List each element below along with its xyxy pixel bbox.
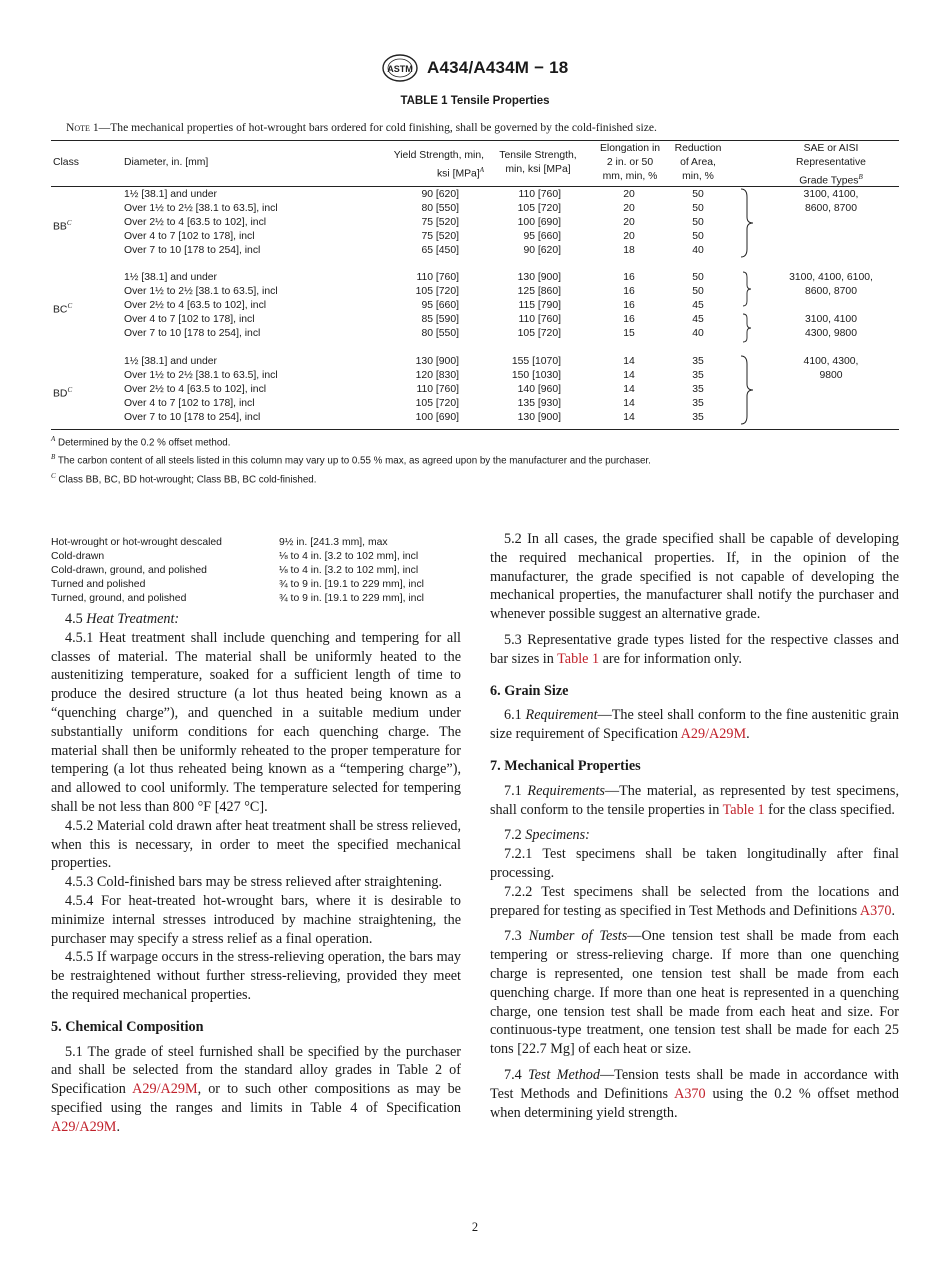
footnote-mark-b: B (858, 173, 863, 181)
footnote-mark-c: C (67, 386, 73, 394)
tensile-cell: 150 [1030] (511, 370, 561, 381)
left-column (51, 610, 461, 1137)
right-column (490, 530, 899, 1122)
grade-types-cell: 8600, 8700 (804, 286, 857, 297)
header-yield (371, 149, 484, 181)
header-rule (51, 186, 899, 187)
diameter-cell: Over 1½ to 2½ [38.1 to 63.5], incl (124, 370, 278, 381)
paragraph-text: . (746, 726, 750, 743)
reduction-cell: 50 (692, 189, 704, 200)
link-a370[interactable]: A370 (674, 1085, 706, 1102)
brace-icon (741, 271, 753, 307)
link-table-1[interactable]: Table 1 (722, 801, 765, 818)
brace-icon (741, 313, 753, 343)
brace-icon (739, 187, 755, 259)
size-value: ¾ to 9 in. [19.1 to 229 mm], incl (279, 579, 424, 590)
paragraph-text: . (116, 1118, 120, 1135)
heading-chemical-composition: 5. Chemical Composition (51, 1018, 204, 1035)
elongation-cell: 14 (623, 370, 635, 381)
class-name: BB (53, 221, 67, 233)
tensile-cell: 110 [760] (518, 189, 561, 200)
diameter-cell: 1½ [38.1] and under (124, 189, 218, 200)
link-table-1[interactable]: Table 1 (557, 650, 600, 667)
size-label: Turned and polished (51, 579, 146, 590)
footnote-mark: A (51, 435, 56, 443)
elongation-cell: 16 (623, 300, 635, 311)
paragraph-text: , or to such other compositions as may be specified using the ranges and limits in Table 4 of Specification (51, 1081, 461, 1116)
page-number: 2 (471, 1220, 479, 1234)
paragraph-text: using the 0.2 % offset method when determining yield strength. (490, 1085, 899, 1121)
header-yield-unit: ksi [MPa] (436, 168, 480, 180)
elongation-cell: 20 (623, 189, 635, 200)
diameter-cell: Over 1½ to 2½ [38.1 to 63.5], incl (124, 203, 278, 214)
header-grade-label: Grade Types (799, 175, 859, 187)
yield-cell: 75 [520] (421, 231, 459, 242)
diameter-cell: Over 7 to 10 [178 to 254], incl (124, 412, 261, 423)
reduction-cell: 50 (692, 231, 704, 242)
header-elongation (589, 142, 671, 184)
size-value: ⅛ to 4 in. [3.2 to 102 mm], incl (279, 565, 419, 576)
section-7-2-1: 7.2.1 Test specimens shall be taken longitudinally after final processing. (490, 846, 899, 881)
footnote-text: Class BB, BC, BD hot-wrought; Class BB, BC cold-finished. (55, 473, 317, 485)
diameter-cell: Over 4 to 7 [102 to 178], incl (124, 398, 255, 409)
size-label: Cold-drawn (51, 551, 105, 562)
section-5-3 (490, 631, 899, 669)
section-7-1 (490, 782, 899, 820)
tensile-cell: 90 [620] (523, 245, 561, 256)
elongation-cell: 14 (623, 412, 635, 423)
paragraph-text: —The material, as represented by test specimens, shall conform to the tensile properties in (490, 782, 899, 818)
elongation-cell: 20 (623, 231, 635, 242)
size-label: Turned, ground, and polished (51, 593, 187, 604)
class-name: BD (53, 388, 68, 400)
paragraph-text: 7.2.2 Test specimens shall be selected from the locations and prepared for testing as specified in Test Methods and Definitions (490, 883, 899, 919)
yield-cell: 95 [660] (421, 300, 459, 311)
section-7-2-2 (490, 883, 899, 921)
tensile-cell: 155 [1070] (511, 356, 561, 367)
reduction-cell: 35 (692, 356, 704, 367)
diameter-cell: 1½ [38.1] and under (124, 356, 218, 367)
reduction-cell: 35 (692, 398, 704, 409)
reduction-cell: 50 (692, 217, 704, 228)
tensile-cell: 95 [660] (523, 231, 561, 242)
diameter-cell: Over 4 to 7 [102 to 178], incl (124, 314, 255, 325)
yield-cell: 75 [520] (421, 217, 459, 228)
astm-logo-icon (380, 52, 420, 84)
grade-types-cell: 9800 (819, 370, 843, 381)
section-term: Requirements (527, 782, 605, 799)
yield-cell: 100 [690] (415, 412, 459, 423)
reduction-cell: 45 (692, 314, 704, 325)
reduction-cell: 50 (692, 286, 704, 297)
section-4-5 (51, 610, 461, 629)
size-value: ¾ to 9 in. [19.1 to 229 mm], incl (279, 593, 424, 604)
grade-types-cell: 3100, 4100, 6100, (789, 272, 873, 283)
elongation-cell: 14 (623, 356, 635, 367)
paragraph-text: —One tension test shall be made from each tempering or stress-relieving charge. If more than one quenching charge is represented, one tension test shall be made from each quenching charge. If more than one heat is represented in a quenching charge, one tension test shall be made from each heat and size. For continuous-type treatment, one tension test shall be made for each 25 tons [22.7 Mg] of each heat or size. (490, 928, 900, 1058)
reduction-cell: 35 (692, 370, 704, 381)
header-tensile (489, 149, 587, 177)
header-reduction-line1: Reduction (674, 143, 722, 154)
astm-logo-text: ASTM (387, 64, 413, 74)
paragraph-text: for the class specified. (764, 801, 895, 818)
header-elongation-line2: 2 in. or 50 (606, 157, 654, 168)
page-header (0, 52, 950, 88)
header-diameter: Diameter, in. [mm] (124, 157, 209, 168)
elongation-cell: 16 (623, 272, 635, 283)
table-footnotes (51, 432, 651, 487)
yield-cell: 105 [720] (415, 398, 459, 409)
section-7-3 (490, 927, 899, 1059)
yield-cell: 130 [900] (415, 356, 459, 367)
reduction-cell: 50 (692, 272, 704, 283)
elongation-cell: 18 (623, 245, 635, 256)
header-reduction-line3: min, % (682, 171, 714, 182)
diameter-cell: Over 7 to 10 [178 to 254], incl (124, 328, 261, 339)
section-7-4 (490, 1066, 899, 1122)
section-4-5-3: 4.5.3 Cold-finished bars may be stress relieved after straightening. (65, 874, 443, 891)
section-term: Requirement (525, 707, 598, 724)
header-reduction (667, 142, 729, 184)
section-term: Test Method (528, 1066, 600, 1083)
section-title: Heat Treatment: (86, 611, 180, 627)
table-title: TABLE 1 Tensile Properties (400, 95, 550, 107)
footnote-mark-c: C (66, 219, 72, 227)
section-7-2 (490, 826, 899, 845)
elongation-cell: 20 (623, 217, 635, 228)
section-number: 7.3 (504, 928, 529, 945)
header-elongation-line3: mm, min, % (602, 171, 658, 182)
section-4-5-5: 4.5.5 If warpage occurs in the stress-relieving operation, the bars may be restraightened without further stress-relieving, provided they meet the required mechanical properties. (51, 949, 461, 1003)
table-note (66, 121, 657, 134)
section-number: 7.4 (504, 1066, 529, 1083)
paragraph-text: are for information only. (599, 650, 742, 667)
diameter-cell: 1½ [38.1] and under (124, 272, 218, 283)
tensile-cell: 130 [900] (517, 412, 561, 423)
heading-grain-size: 6. Grain Size (490, 682, 569, 699)
header-elongation-line1: Elongation in (599, 143, 661, 154)
section-number: 7.2 (504, 827, 526, 844)
section-term: Specimens: (525, 827, 590, 844)
yield-cell: 90 [620] (421, 189, 459, 200)
header-grade-line2: Representative (796, 157, 866, 168)
tensile-cell: 105 [720] (517, 328, 561, 339)
document-designation: A434/A434M − 18 (427, 58, 569, 77)
class-name: BC (53, 304, 68, 316)
section-5-1 (51, 1043, 461, 1137)
reduction-cell: 50 (692, 203, 704, 214)
paragraph-text: —Tension tests shall be made in accordance with Test Methods and Definitions (490, 1066, 899, 1102)
size-label: Cold-drawn, ground, and polished (51, 565, 207, 576)
section-6-1 (490, 706, 899, 744)
diameter-cell: Over 2½ to 4 [63.5 to 102], incl (124, 217, 267, 228)
yield-cell: 105 [720] (415, 286, 459, 297)
grade-types-cell: 4100, 4300, (803, 356, 859, 367)
paragraph-text: . (891, 902, 895, 919)
footnote-text: Determined by the 0.2 % offset method. (55, 437, 231, 449)
diameter-cell: Over 4 to 7 [102 to 178], incl (124, 231, 255, 242)
tensile-cell: 105 [720] (517, 203, 561, 214)
tensile-cell: 100 [690] (517, 217, 561, 228)
header-grade-line1: SAE or AISI (803, 143, 859, 154)
diameter-cell: Over 2½ to 4 [63.5 to 102], incl (124, 384, 267, 395)
section-term: Number of Tests (528, 928, 628, 945)
yield-cell: 65 [450] (421, 245, 459, 256)
section-number: 6.1 (504, 707, 526, 724)
elongation-cell: 15 (623, 328, 635, 339)
header-reduction-line2: of Area, (680, 157, 716, 168)
elongation-cell: 16 (623, 314, 635, 325)
yield-cell: 120 [830] (415, 370, 459, 381)
yield-cell: 110 [760] (416, 272, 459, 283)
tensile-cell: 140 [960] (517, 384, 561, 395)
footnote-mark-a: A (479, 166, 484, 174)
section-4-5-1: 4.5.1 Heat treatment shall include quenching and tempering for all classes of material. The material shall be uniformly heated to the austenitizing temperature, soaked for a sufficient length of time to produce the desired structure (a lot thus heated being known as a “quenching charge”), and quenched in a suitable medium under substantially uniform conditions for each quenching charge. The material shall then be uniformly reheated to the proper temperature for tempering (a lot thus reheated being known as a “tempering charge”), and allowed to cool uniformly. The temperature selected for tempering shall be not less than 800 °F [427 °C]. (51, 629, 461, 815)
elongation-cell: 20 (623, 203, 635, 214)
header-tensile-line1: Tensile Strength, (499, 150, 577, 161)
paragraph-text: 5.3 Representative grade types listed for the respective classes and bar sizes in (490, 631, 899, 667)
reduction-cell: 40 (692, 328, 704, 339)
yield-cell: 80 [550] (421, 203, 459, 214)
grade-types-cell: 8600, 8700 (804, 203, 857, 214)
elongation-cell: 14 (623, 384, 635, 395)
reduction-cell: 35 (692, 412, 704, 423)
tensile-properties-table (51, 140, 899, 430)
grade-types-cell: 3100, 4100 (804, 314, 857, 325)
size-value: ⅛ to 4 in. [3.2 to 102 mm], incl (279, 551, 419, 562)
reduction-cell: 35 (692, 384, 704, 395)
tensile-cell: 110 [760] (518, 314, 561, 325)
tensile-cell: 135 [930] (517, 398, 561, 409)
footnote-mark: B (51, 453, 56, 462)
diameter-cell: Over 2½ to 4 [63.5 to 102], incl (124, 300, 267, 311)
header-grade-types (773, 142, 889, 188)
size-value: 9½ in. [241.3 mm], max (279, 537, 388, 548)
yield-cell: 80 [550] (421, 328, 459, 339)
section-4-5-4: 4.5.4 For heat-treated hot-wrought bars, where it is desirable to minimize internal stresses introduced by machine straightening, the purchaser may specify a stress relief as a final operation. (51, 892, 461, 947)
footnote-a (51, 432, 651, 450)
tensile-cell: 115 [790] (518, 300, 561, 311)
heading-mechanical-properties: 7. Mechanical Properties (490, 757, 641, 774)
yield-cell: 85 [590] (421, 314, 459, 325)
section-5-2: 5.2 In all cases, the grade specified shall be capable of developing the required mechanical properties. If, in the opinion of the manufacturer, the grade specified is not capable of developing the mechanical properties, the manufacturer shall notify the purchaser and whenever possible suggest an alternative grade. (490, 531, 899, 623)
section-number: 4.5 (65, 611, 87, 627)
diameter-cell: Over 1½ to 2½ [38.1 to 63.5], incl (124, 286, 278, 297)
section-4-5-2: 4.5.2 Material cold drawn after heat treatment shall be stress relieved, when this is necessary, in order to meet the specified mechanical properties. (51, 817, 461, 872)
footnote-text: The carbon content of all steels listed in this column may vary up to 0.55 % max, as agreed upon by the manufacturer and the purchaser. (55, 455, 651, 467)
diameter-cell: Over 7 to 10 [178 to 254], incl (124, 245, 261, 256)
tensile-cell: 125 [860] (517, 286, 561, 297)
footnote-mark-c: C (67, 302, 73, 310)
grade-types-cell: 3100, 4100, (803, 189, 859, 200)
size-label: Hot-wrought or hot-wrought descaled (51, 537, 222, 548)
link-a29[interactable]: A29/A29M (680, 726, 747, 743)
note-label: Note 1 (66, 121, 99, 134)
elongation-cell: 14 (623, 398, 635, 409)
brace-icon (739, 354, 755, 426)
header-yield-line1: Yield Strength, min, (393, 150, 484, 161)
header-class: Class (53, 157, 79, 168)
reduction-cell: 40 (692, 245, 704, 256)
section-number: 7.1 (504, 782, 528, 799)
footnote-c (51, 469, 651, 487)
reduction-cell: 45 (692, 300, 704, 311)
header-yield-line2 (371, 163, 484, 181)
link-a29[interactable]: A29/A29M (132, 1081, 198, 1098)
grade-types-cell: 4300, 9800 (804, 328, 857, 339)
link-a29[interactable]: A29/A29M (51, 1118, 117, 1135)
yield-cell: 110 [760] (416, 384, 459, 395)
tensile-cell: 130 [900] (517, 272, 561, 283)
paragraph-text: —The steel shall conform to the fine austenitic grain size requirement of Specification (490, 707, 900, 743)
paragraph-text: 5.1 The grade of steel furnished shall be specified by the purchaser and shall be selected from the standard alloy grades in Table 2 of Specification (51, 1043, 461, 1098)
elongation-cell: 16 (623, 286, 635, 297)
footnote-mark: C (51, 471, 56, 480)
footnote-b (51, 450, 651, 468)
note-text: —The mechanical properties of hot-wrought bars ordered for cold finishing, shall be governed by the cold-finished size. (98, 121, 657, 134)
class-label (53, 216, 72, 234)
link-a370[interactable]: A370 (859, 902, 892, 919)
header-tensile-line2: min, ksi [MPa] (505, 164, 571, 175)
class-label (53, 299, 72, 317)
class-label (53, 383, 72, 401)
